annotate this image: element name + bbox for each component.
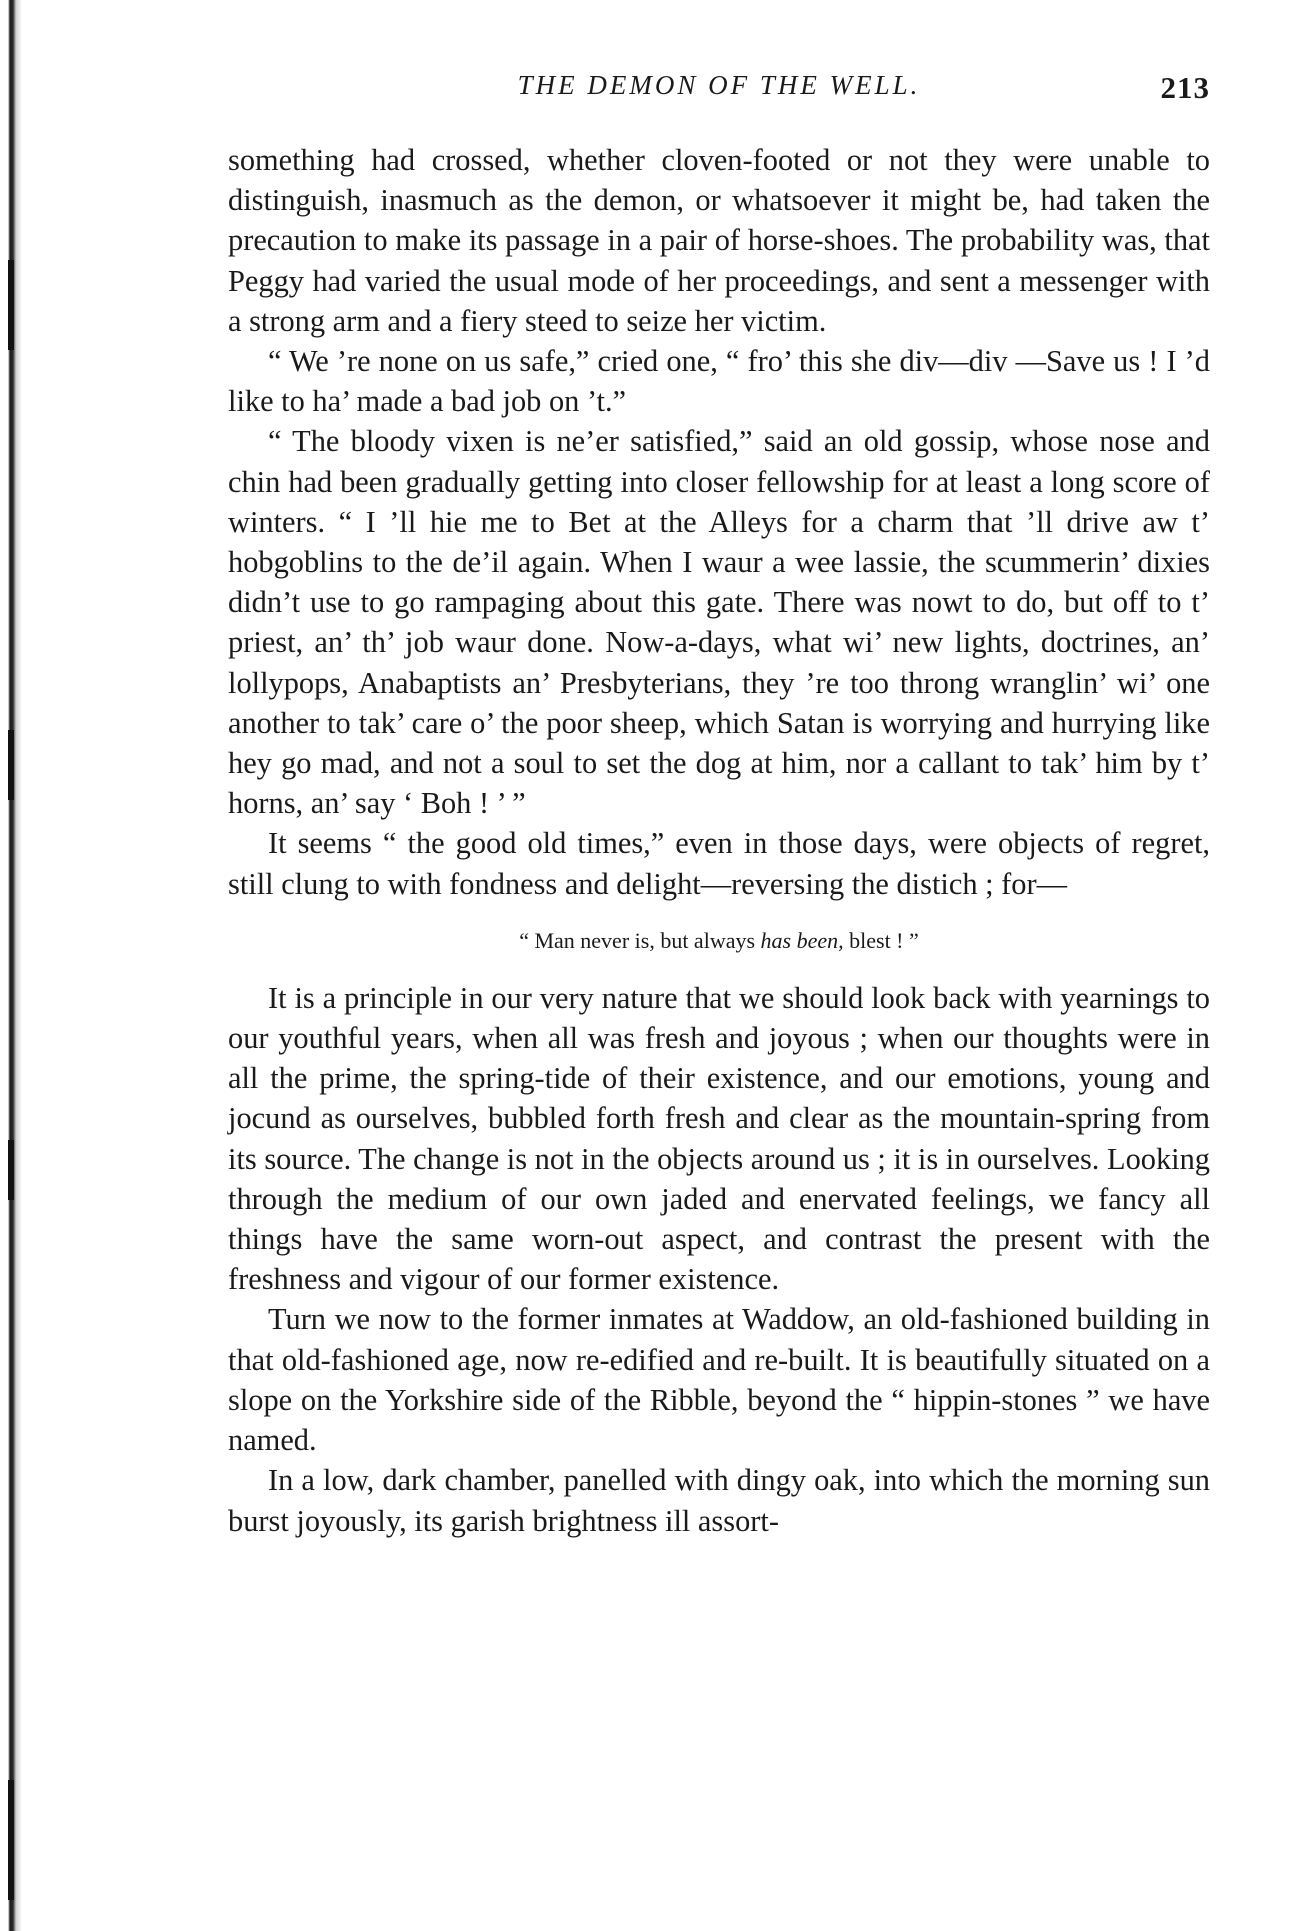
book-page bbox=[228, 70, 1210, 1541]
binding-shadow bbox=[8, 730, 14, 800]
verse-emphasis: has been, bbox=[760, 927, 844, 953]
verse-text: “ Man never is, but always bbox=[519, 927, 761, 953]
paragraph: It seems “ the good old times,” even in those days, were objects of regret, still clung to with fondness and delight—reversing the distich ; for— bbox=[228, 826, 1210, 901]
verse-quotation bbox=[228, 926, 1210, 956]
book-binding-edge bbox=[0, 0, 36, 1931]
paragraph: something had crossed, whether cloven-footed or not they were unable to distinguish, inasmuch as the demon, or whatsoever it might be, had taken the precaution to make its passage in a pair of horse-shoes. The probability was, that Peggy had varied the usual mode of her proceedings, and sent a messenger with a strong arm and a fiery steed to seize her victim. bbox=[228, 143, 1210, 338]
paragraph: “ The bloody vixen is ne’er satisfied,” said an old gossip, whose nose and chin had been gradually getting into closer fellowship for at least a long score of winters. “ I ’ll hie me to Bet at the Alleys for a charm that ’ll drive aw t’ hobgoblins to the de’il again. When I waur a wee lassie, the scummerin’ dixies didn’t use to go rampaging about this gate. There was nowt to do, but off to t’ priest, an’ th’ job waur done. Now-a-days, what wi’ new lights, doctrines, an’ lollypops, Anabaptists an’ Presbyterians, they ’re too throng wranglin’ wi’ one another to tak’ care o’ the poor sheep, which Satan is worrying and hurrying like hey go mad, and not a soul to set the dog at him, nor a callant to tak’ him by t’ horns, an’ say ‘ Boh ! ’ ” bbox=[228, 424, 1210, 821]
paragraph: “ We ’re none on us safe,” cried one, “ fro’ this she div—div —Save us ! I ’d like to ha’ made a bad job on ’t.” bbox=[228, 344, 1210, 419]
binding-shadow bbox=[8, 1140, 14, 1200]
verse-text-end: blest ! ” bbox=[843, 927, 919, 953]
paragraph: In a low, dark chamber, panelled with dingy oak, into which the morning sun burst joyously, its garish brightness ill assort- bbox=[228, 1463, 1210, 1538]
paragraph: Turn we now to the former inmates at Waddow, an old-fashioned building in that old-fashioned age, now re-edified and re-built. It is beautifully situated on a slope on the Yorkshire side of the Ribble, beyond the “ hippin-stones ” we have named. bbox=[228, 1302, 1210, 1458]
page-number: 213 bbox=[1160, 70, 1210, 105]
paragraph: It is a principle in our very nature that we should look back with yearnings to our youthful years, when all was fresh and joyous ; when our thoughts were in all the prime, the spring-tide of their existence, and our emotions, young and jocund as ourselves, bubbled forth fresh and clear as the mountain-spring from its source. The change is not in the objects around us ; it is in ourselves. Looking through the medium of our own jaded and enervated feelings, we fancy all things have the same worn-out aspect, and contrast the present with the freshness and vigour of our former existence. bbox=[228, 980, 1210, 1297]
running-title: THE DEMON OF THE WELL. bbox=[517, 70, 921, 100]
page-header bbox=[228, 70, 1210, 122]
binding-shadow bbox=[8, 1780, 14, 1900]
binding-shadow bbox=[8, 260, 14, 350]
